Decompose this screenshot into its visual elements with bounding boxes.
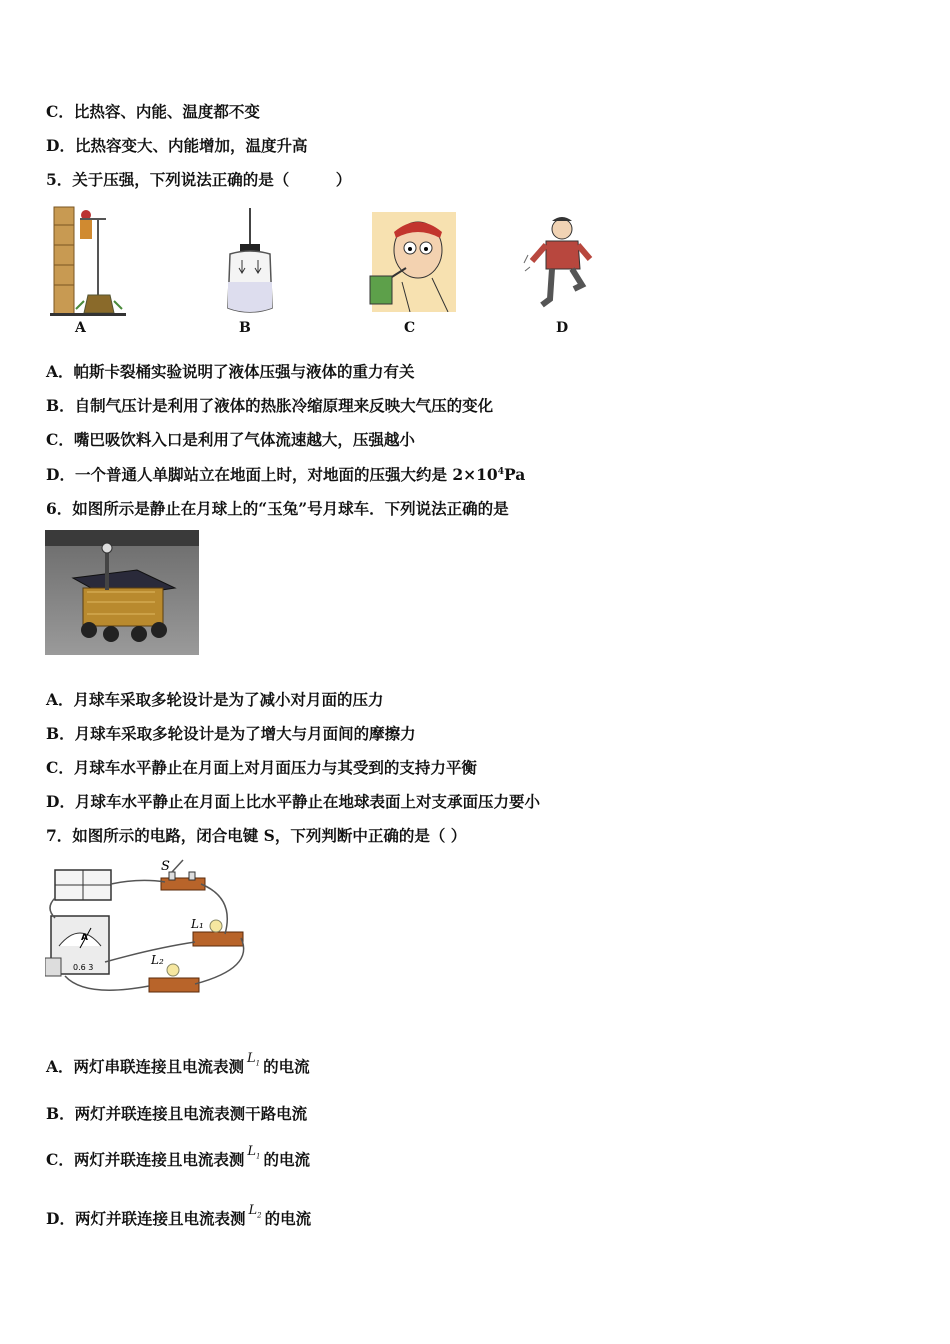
q6-stem: 6．如图所示是静止在月球上的“玉兔”号月球车．下列说法正确的是: [46, 499, 509, 518]
lunar-rover-photo: [45, 530, 199, 655]
q5-option-d: D．一个普通人单脚站立在地面上时，对地面的压强大约是 $2\times 10^4Pa$: [46, 465, 526, 484]
q7-option-c: C．两灯并联连接且电流表测 $^{L_1}$ 的电流: [46, 1144, 310, 1169]
q6-option-c: C．月球车水平静止在月面上对月面压力与其受到的支持力平衡: [46, 758, 477, 777]
switch-label: S: [161, 859, 170, 874]
q7-stem: 7．如图所示的电路，闭合电键 S，下列判断中正确的是（ ）: [46, 826, 467, 845]
q5-option-c: C．嘴巴吸饮料入口是利用了气体流速越大，压强越小: [46, 430, 415, 449]
q6-option-d: D．月球车水平静止在月面上比水平静止在地球表面上对支承面压力要小: [46, 792, 540, 811]
q5-option-a: A．帕斯卡裂桶实验说明了液体压强与液体的重力有关: [46, 362, 415, 381]
q5-figure-label-b: B: [239, 320, 251, 336]
q7-option-d: D．两灯并联连接且电流表测 $^{L_2}$ 的电流: [46, 1203, 312, 1228]
q4-option-c: C．比热容、内能、温度都不变: [46, 102, 260, 121]
ammeter-label: A: [81, 933, 88, 943]
l2-symbol: L2: [248, 1203, 262, 1220]
q5-figure-label-a: A: [75, 320, 86, 336]
pascal-barrel-figure: [50, 205, 130, 317]
q5-figure-label-c: C: [404, 320, 416, 336]
q7-option-a: A．两灯串联连接且电流表测 $^{L_1}$ 的电流: [46, 1051, 310, 1076]
q4-option-d: D．比热容变大、内能增加，温度升高: [46, 136, 308, 155]
ammeter-terminals-label: 0.6 3: [73, 963, 94, 972]
l1-symbol: L1: [247, 1051, 261, 1068]
q6-option-b: B．月球车采取多轮设计是为了增大与月面间的摩擦力: [46, 724, 416, 743]
barometer-figure: [222, 208, 278, 316]
one-foot-standing-figure: [522, 215, 596, 313]
circuit-figure: [45, 858, 250, 1008]
l1-symbol: L1: [247, 1144, 261, 1161]
q5-figure-label-d: D: [556, 320, 569, 336]
q5-stem: 5．关于压强，下列说法正确的是（ ）: [46, 170, 352, 189]
q7-option-b: B．两灯并联连接且电流表测干路电流: [46, 1104, 308, 1123]
lamp-l2-label: L₂: [151, 953, 164, 967]
q6-option-a: A．月球车采取多轮设计是为了减小对月面的压力: [46, 690, 384, 709]
straw-drinking-figure: [362, 212, 456, 312]
q5-option-b: B．自制气压计是利用了液体的热胀冷缩原理来反映大气压的变化: [46, 396, 494, 415]
lamp-l1-label: L₁: [191, 917, 204, 931]
